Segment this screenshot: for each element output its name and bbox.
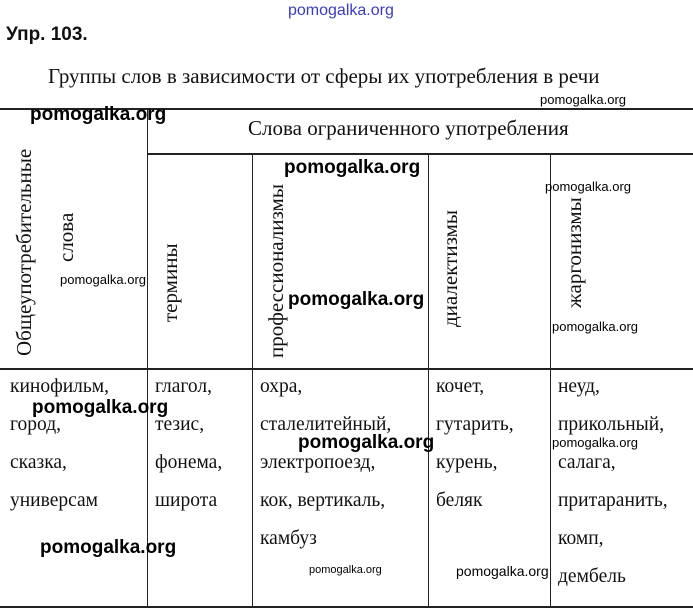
list-item: беляк xyxy=(436,490,483,511)
list-item: гутарить, xyxy=(436,414,514,435)
header-jargonisms: жаргонизмы xyxy=(562,197,586,308)
list-item: сталелитейный, xyxy=(260,414,392,435)
header-terms: термины xyxy=(158,243,182,322)
watermark: pomogalka.org xyxy=(288,289,425,310)
list-item: дембель xyxy=(558,566,626,587)
col-line-4 xyxy=(550,154,551,608)
watermark: pomogalka.org xyxy=(298,432,435,453)
watermark: pomogalka.org xyxy=(40,537,177,558)
watermark: pomogalka.org xyxy=(60,272,146,287)
list-item: фонема, xyxy=(155,452,223,473)
col-line-2 xyxy=(252,154,253,608)
list-item: сказка, xyxy=(10,452,67,473)
list-item: тезис, xyxy=(155,414,205,435)
list-item: кинофильм, xyxy=(10,376,110,397)
watermark: pomogalka.org xyxy=(552,319,638,334)
list-item: притаранить, xyxy=(558,490,668,511)
watermark: pomogalka.org xyxy=(30,104,167,125)
header-dialectisms: диалектизмы xyxy=(438,210,462,327)
col-line-3 xyxy=(428,154,429,608)
watermark: pomogalka.org xyxy=(552,435,638,450)
exercise-number: Упр. 103. xyxy=(6,24,88,45)
list-item: салага, xyxy=(558,452,616,473)
list-item: прикольный, xyxy=(558,414,665,435)
list-item: глагол, xyxy=(155,376,213,397)
list-item: комп, xyxy=(558,528,604,549)
column-dialectisms xyxy=(436,368,514,520)
table-bottom-border xyxy=(0,606,693,608)
watermark: pomogalka.org xyxy=(540,92,626,107)
col-line-1 xyxy=(147,108,148,608)
watermark: pomogalka.org xyxy=(545,179,631,194)
list-item: широта xyxy=(155,490,218,511)
column-common-words xyxy=(10,368,109,520)
header-common-line1: Общеупотребительные xyxy=(12,148,36,356)
list-item: электропоезд, xyxy=(260,452,376,473)
watermark: pomogalka.org xyxy=(32,397,169,418)
column-jargonisms xyxy=(558,368,668,596)
watermark: pomogalka.org xyxy=(309,564,382,576)
watermark: pomogalka.org xyxy=(456,563,549,579)
list-item: кочет, xyxy=(436,376,485,397)
watermark-top[interactable]: pomogalka.org xyxy=(288,2,394,19)
watermark: pomogalka.org xyxy=(284,157,421,178)
table-caption: Группы слов в зависимости от сферы их употребления в речи xyxy=(48,64,600,88)
list-item: кок, вертикаль, xyxy=(260,490,386,511)
list-item: камбуз xyxy=(260,528,317,549)
header-professionalisms: профессионализмы xyxy=(264,184,288,358)
column-terms xyxy=(155,368,222,520)
header-limited-use: Слова ограниченного употребления xyxy=(248,116,569,140)
list-item: город, xyxy=(10,414,61,435)
list-item: универсам xyxy=(10,490,99,511)
list-item: курень, xyxy=(436,452,498,473)
header-divider xyxy=(148,153,693,155)
header-common-line2: слова xyxy=(54,212,78,262)
list-item: охра, xyxy=(260,376,303,397)
column-professionalisms xyxy=(260,368,391,558)
list-item: неуд, xyxy=(558,376,600,397)
